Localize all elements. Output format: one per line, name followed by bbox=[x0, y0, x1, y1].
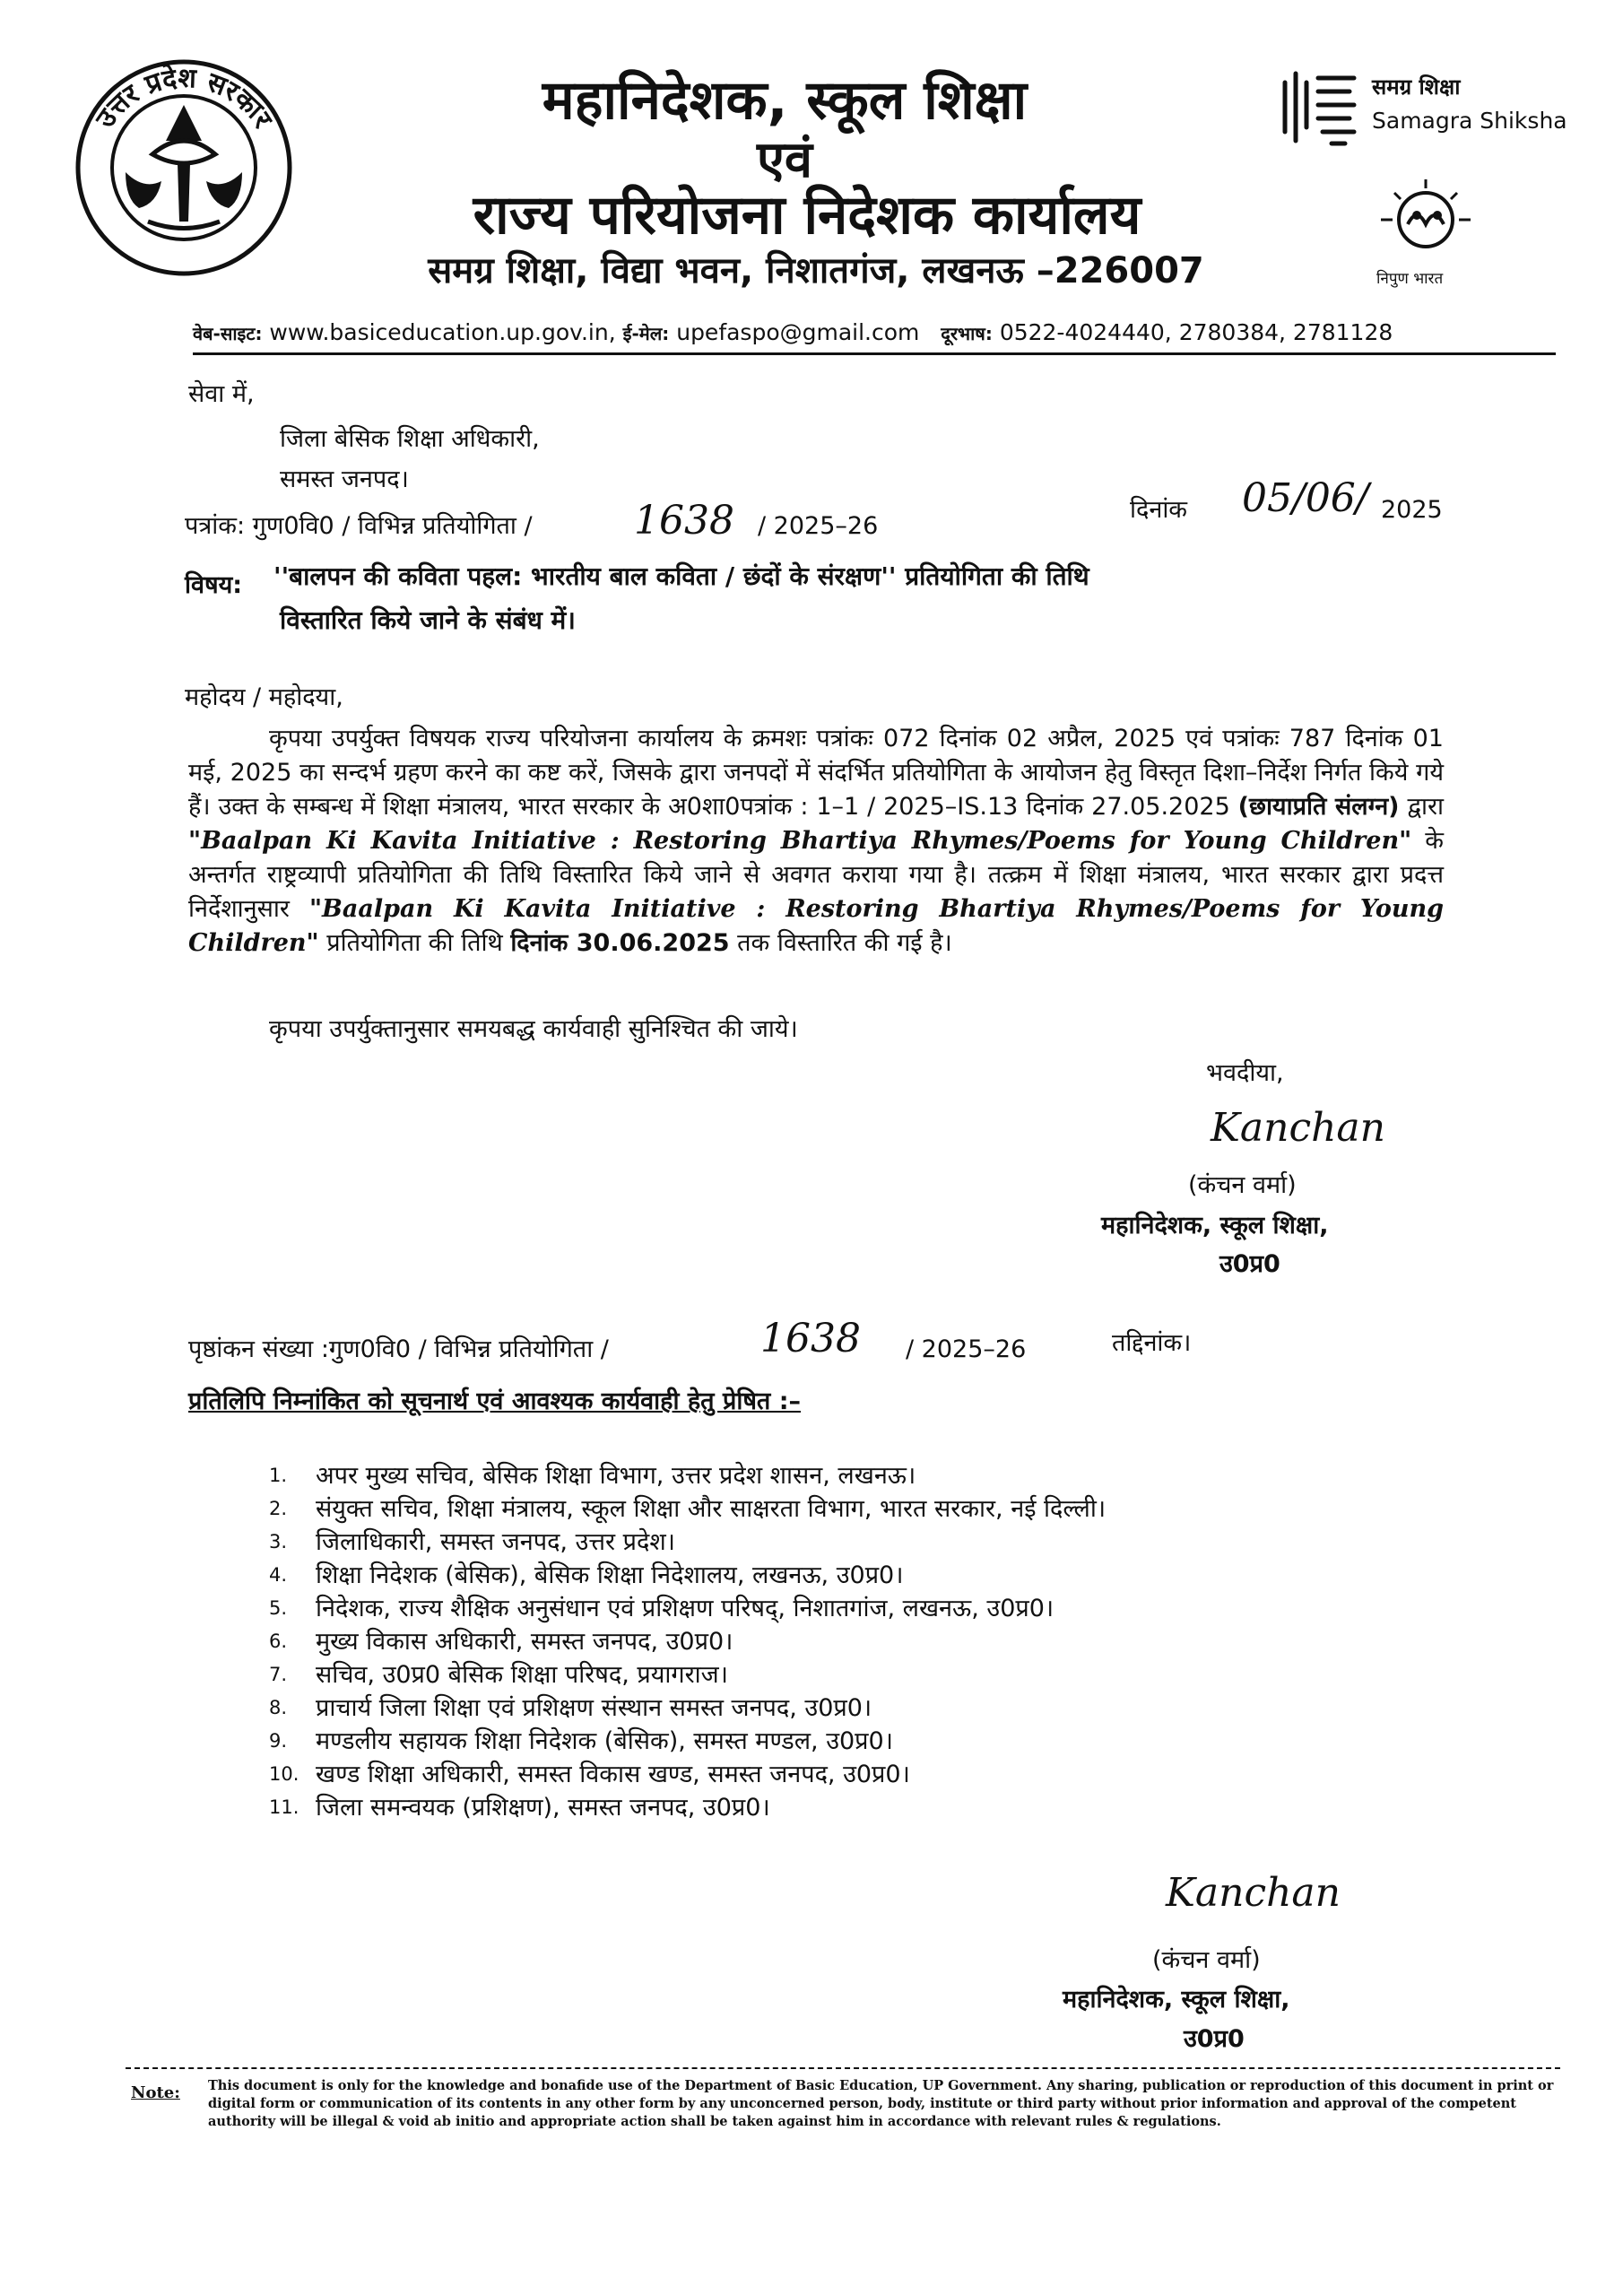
body-bold-2: दिनांक 30.06.2025 bbox=[510, 929, 730, 957]
copy-list bbox=[269, 1457, 1435, 1822]
subject-line-2: विस्तारित किये जाने के संबंध में। bbox=[280, 605, 576, 635]
copy-list-text: शिक्षा निदेशक (बेसिक), बेसिक शिक्षा निदेशालय, लखनऊ, उ0प्र0। bbox=[316, 1561, 904, 1589]
samagra-shiksha-en: Samagra Shiksha bbox=[1372, 108, 1567, 134]
signer-title-1: महानिदेशक, स्कूल शिक्षा, bbox=[1101, 1212, 1329, 1239]
copy-list-text: संयुक्त सचिव, शिक्षा मंत्रालय, स्कूल शिक्षा और साक्षरता विभाग, भारत सरकार, नई दिल्ली। bbox=[316, 1495, 1107, 1523]
copy-list-number: 6. bbox=[269, 1631, 288, 1652]
to-label: सेवा में, bbox=[188, 380, 255, 408]
samagra-shiksha-logo bbox=[1278, 65, 1358, 150]
endorsement-date: तद्दिनांक। bbox=[1112, 1329, 1192, 1357]
copy-list-text: मण्डलीय सहायक शिक्षा निदेशक (बेसिक), समस्त मण्डल, उ0प्र0। bbox=[316, 1727, 893, 1755]
contact-line bbox=[193, 319, 1466, 345]
copy-list-number: 11. bbox=[269, 1796, 299, 1818]
copy-list-item bbox=[269, 1491, 1435, 1524]
body-part-2: द्वारा bbox=[1407, 793, 1444, 821]
website-link[interactable]: www.basiceducation.up.gov.in, bbox=[269, 319, 616, 345]
ref-year: / 2025–26 bbox=[758, 512, 879, 540]
ref-number: 1638 bbox=[634, 498, 734, 544]
note-label: Note: bbox=[131, 2083, 180, 2102]
copy-list-text: जिला समन्वयक (प्रशिक्षण), समस्त जनपद, उ0प्र0। bbox=[316, 1794, 770, 1822]
copy-list-text: प्राचार्य जिला शिक्षा एवं प्रशिक्षण संस्थान समस्त जनपद, उ0प्र0। bbox=[316, 1694, 872, 1722]
signer-name-2: (कंचन वर्मा) bbox=[1152, 1946, 1261, 1974]
seal-text: उत्तर प्रदेश सरकार bbox=[90, 62, 279, 135]
header-divider bbox=[193, 352, 1556, 355]
copy-list-number: 4. bbox=[269, 1564, 288, 1586]
copy-list-number: 7. bbox=[269, 1664, 288, 1685]
body-part-3: के अन्तर्गत राष्ट्रव्यापी प्रतियोगिता की तिथि विस्तारित किये जाने से अवगत कराया गया है। तत्क्रम में शिक्षा मंत्रालय, भारत सरकार द्वारा प्रदत्त निर्देशानुसार bbox=[188, 827, 1444, 923]
up-government-seal bbox=[72, 56, 296, 280]
copy-list-text: जिलाधिकारी, समस्त जनपद, उत्तर प्रदेश। bbox=[316, 1528, 675, 1556]
copy-list-number: 5. bbox=[269, 1597, 288, 1619]
email-link[interactable]: upefaspo@gmail.com bbox=[676, 319, 920, 345]
copy-list-item bbox=[269, 1657, 1435, 1690]
salutation: महोदय / महोदया, bbox=[185, 683, 343, 711]
body-paragraph-2: कृपया उपर्युक्तानुसार समयबद्ध कार्यवाही सुनिश्चित की जाये। bbox=[269, 1015, 798, 1043]
body-part-5: तक विस्तारित की गई है। bbox=[737, 929, 952, 957]
closing: भवदीया, bbox=[1206, 1059, 1284, 1087]
header-title-line1: महानिदेशक, स्कूल शिक्षा bbox=[542, 69, 1028, 132]
copy-list-text: अपर मुख्य सचिव, बेसिक शिक्षा विभाग, उत्तर प्रदेश शासन, लखनऊ। bbox=[316, 1462, 916, 1490]
signer-name-1: (कंचन वर्मा) bbox=[1188, 1171, 1297, 1199]
note-text: This document is only for the knowledge and bonafide use of the Department of Basic Education, UP Government. Any sharing, publication or reproduction of this document in print or digital form or communication of its contents in any other form by any unconcerned person, body, institute or third party without prior information and approval of the competent authority will be illegal & void ab initio and appropriate action shall be taken against him in accordance with relevant rules & regulations. bbox=[208, 2078, 1554, 2129]
body-paragraph bbox=[188, 722, 1444, 961]
copy-list-item bbox=[269, 1723, 1435, 1756]
signature-1: Kanchan bbox=[1211, 1105, 1385, 1151]
copy-list-text: सचिव, उ0प्र0 बेसिक शिक्षा परिषद, प्रयागराज। bbox=[316, 1661, 728, 1689]
copy-list-text: मुख्य विकास अधिकारी, समस्त जनपद, उ0प्र0। bbox=[316, 1628, 733, 1656]
copy-list-number: 8. bbox=[269, 1697, 288, 1718]
copy-list-number: 1. bbox=[269, 1465, 288, 1486]
signer-state-1: उ0प्र0 bbox=[1219, 1250, 1280, 1278]
copy-list-number: 3. bbox=[269, 1531, 288, 1552]
subject-label: विषय: bbox=[185, 571, 243, 599]
copy-list-item bbox=[269, 1623, 1435, 1657]
phone-numbers: 0522-4024440, 2780384, 2781128 bbox=[999, 319, 1393, 345]
copy-list-number: 2. bbox=[269, 1498, 288, 1519]
copy-list-item bbox=[269, 1524, 1435, 1557]
nipun-bharat-logo bbox=[1367, 175, 1484, 265]
copy-list-number: 9. bbox=[269, 1730, 288, 1752]
body-italic-1: "Baalpan Ki Kavita Initiative : Restoring Bhartiya Rhymes/Poems for Young Children" bbox=[188, 827, 1412, 855]
body-bold-1: (छायाप्रति संलग्न) bbox=[1237, 793, 1400, 821]
website-label: वेब-साइट: bbox=[193, 323, 263, 344]
endorsement-number: 1638 bbox=[760, 1316, 861, 1361]
copy-list-item bbox=[269, 1457, 1435, 1491]
phone-label: दूरभाष: bbox=[941, 323, 993, 344]
to-line-1: जिला बेसिक शिक्षा अधिकारी, bbox=[280, 425, 540, 453]
body-part-1: कृपया उपर्युक्त विषयक राज्य परियोजना कार्यालय के क्रमशः पत्रांकः 072 दिनांक 02 अप्रैल, 2025 एवं पत्रांकः 787 दिनांक 01 मई, 2025 का सन्दर्भ ग्रहण करने का कष्ट करें, जिसके द्वारा जनपदों में संदर्भित प्रतियोगिता के आयोजन हेतु विस्तृत दिशा–निर्देश निर्गत किये गये हैं। उक्त के सम्बन्ध में शिक्षा मंत्रालय, भारत सरकार के अ0शा0पत्रांक : 1–1 / 2025–IS.13 दिनांक 27.05.2025 bbox=[188, 725, 1444, 821]
to-line-2: समस्त जनपद। bbox=[280, 465, 409, 493]
email-label: ई-मेल: bbox=[622, 323, 670, 344]
samagra-shiksha-hi: समग्र शिक्षा bbox=[1372, 74, 1461, 100]
signer-state-2: उ0प्र0 bbox=[1184, 2025, 1245, 2053]
copy-list-item bbox=[269, 1756, 1435, 1789]
copy-list-item bbox=[269, 1590, 1435, 1623]
header-title-line2: एवं bbox=[756, 131, 813, 189]
date-handwritten: 05/06/ bbox=[1242, 475, 1369, 521]
signature-2: Kanchan bbox=[1166, 1870, 1341, 1916]
copy-list-item bbox=[269, 1690, 1435, 1723]
date-year: 2025 bbox=[1381, 496, 1443, 524]
copy-list-text: खण्ड शिक्षा अधिकारी, समस्त विकास खण्ड, समस्त जनपद, उ0प्र0। bbox=[316, 1761, 910, 1788]
nipun-bharat-text: निपुण भारत bbox=[1376, 270, 1444, 288]
copy-list-text: निदेशक, राज्य शैक्षिक अनुसंधान एवं प्रशिक्षण परिषद्, निशातगांज, लखनऊ, उ0प्र0। bbox=[316, 1595, 1055, 1622]
ref-label: पत्रांक: गुण0वि0 / विभिन्न प्रतियोगिता / bbox=[185, 512, 533, 540]
signer-title-2: महानिदेशक, स्कूल शिक्षा, bbox=[1063, 1986, 1290, 2013]
copy-list-item bbox=[269, 1557, 1435, 1590]
date-label: दिनांक bbox=[1130, 496, 1188, 524]
endorsement-year: / 2025–26 bbox=[906, 1335, 1027, 1363]
header-address: समग्र शिक्षा, विद्या भवन, निशातगंज, लखनऊ –226007 bbox=[428, 250, 1204, 291]
endorsement-label: पृष्ठांकन संख्या :गुण0वि0 / विभिन्न प्रतियोगिता / bbox=[188, 1335, 609, 1363]
endorsement-heading: प्रतिलिपि निम्नांकित को सूचनार्थ एवं आवश्यक कार्यवाही हेतु प्रेषित :– bbox=[188, 1387, 802, 1415]
footer-divider bbox=[126, 2067, 1560, 2069]
body-part-4: प्रतियोगिता की तिथि bbox=[326, 929, 503, 957]
copy-list-number: 10. bbox=[269, 1763, 299, 1785]
subject-line-1: ''बालपन की कविता पहल: भारतीय बाल कविता / छंदों के संरक्षण'' प्रतियोगिता की तिथि bbox=[273, 561, 1089, 591]
header-title-line3: राज्य परियोजना निदेशक कार्यालय bbox=[473, 184, 1141, 247]
copy-list-item bbox=[269, 1789, 1435, 1822]
body-italic-2: "Baalpan Ki Kavita Initiative : Restoring Bhartiya Rhymes/Poems for Young Children" bbox=[188, 895, 1444, 957]
